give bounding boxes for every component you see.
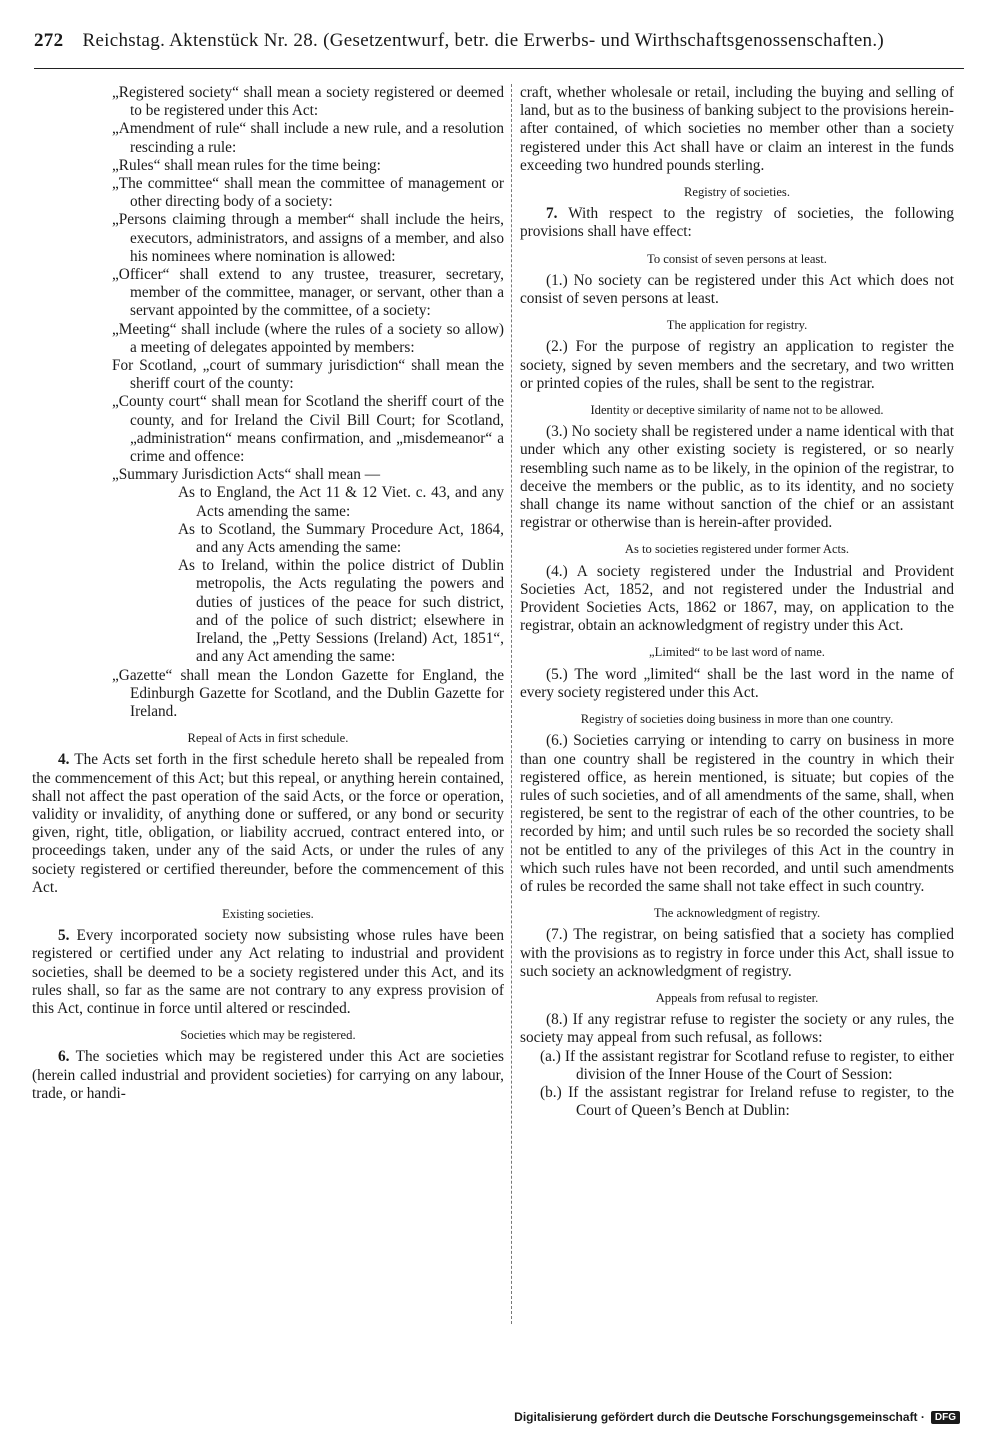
sub-text: Societies carrying or intending to carry on business in more than one country shall be registered in the country in which their registered office, as herein mentioned, is situate; but copies of the rules of such societies, and of all amendments of the same, shall, when registered, be sent to the registrar of each of the other countries, to be recorded by him; and until such rules be so recorded the society shall not be entitled to any of the privileges of this Act in the country in which such rules have not been recorded, and until such amendments of rules be recorded the same shall not take effect in such country. [520,732,955,895]
subsection-5 [520,666,954,702]
sub-text: The word „limited“ shall be the last word in the name of every society registered under this Act. [520,665,954,701]
definition: „Persons claiming through a member“ shall include the heirs, executors, administrators, and assigns of a member, and also his nominees where nomination is allowed: [112,211,504,265]
subsection-2 [520,338,954,393]
section-heading: Existing societies. [222,906,314,921]
summary-item: As to Ireland, within the police district of Dublin metropolis, the Acts regulating the powers and duties of justices of the peace for such district, and of the police of such district; elsewhere in Ireland, the „Petty Sessions (Ireland) Act, 1851“, and any Act amending the same: [178,557,504,666]
paragraph-7 [520,205,954,241]
definition: „The committee“ shall mean the committee of management or other directing body of a society: [112,175,504,211]
para-number: 7. [546,205,558,223]
right-column [520,84,954,1120]
para-text: The societies which may be registered under this Act are societies (herein called industrial and provident societies) for carrying on any labour, trade, or handi- [32,1048,504,1102]
paragraph-6 [32,1048,504,1103]
summary-item: As to Scotland, the Summary Procedure Act, 1864, and any Acts amending the same: [178,520,504,557]
para-text: With respect to the registry of societies, the following provisions shall have effect: [520,205,954,241]
section-heading: Appeals from refusal to register. [655,990,819,1005]
summary-item: As to England, the Act 11 & 12 Viet. c. 43, and any Acts amending the same: [178,484,504,520]
sub-text: No society shall be registered under a name identical with that under which any other existing society is registered, or so nearly resembling such name as to be likely, in the opinion of the registrar, to deceive the members or the public, as to its identity, and no society shall change its name without sanction of the chief or an assistant registrar or otherwise than is herein-after provided. [520,423,954,532]
section-heading: Registry of societies. [684,185,790,200]
subsection-4 [520,563,954,636]
sub-number: (1.) [546,271,568,289]
sub-text: No society can be registered under this Act which does not consist of seven persons at least. [520,271,954,308]
definition: „County court“ shall mean for Scotland the sheriff court of the county, and for Ireland the Civil Bill Court; for Scotland, „administration“ means confirmation, and „misdemeanor“ a crime and offence: [112,393,504,466]
sub-number: (6.) [546,732,568,750]
left-body [32,729,504,1103]
sub-number: (7.) [546,926,568,944]
subsection-3 [520,423,954,532]
header-title: Reichstag. Aktenstück Nr. 28. (Gesetzentwurf, betr. die Erwerbs- und Wirthschaftsgenossenschaften.) [82,30,885,51]
paragraph-6-continued: craft, whether wholesale or retail, including the buying and selling of land, but as to the business of banking subject to the provisions herein-after contained, of which societies no member other than a society registered under this Act shall have or claim an interest in the funds exceeding two hundred pounds sterling. [520,84,954,174]
para-number: 4. [58,751,70,769]
section-heading: Repeal of Acts in first schedule. [187,731,349,746]
definition: „Officer“ shall extend to any trustee, treasurer, secretary, member of the committee, manager, or servant, other than a servant appointed by the committee, of a society: [112,266,504,320]
digitization-credit [514,1410,960,1424]
sub-text: If any registrar refuse to register the society or any rules, the society may appeal from such refusal, as follows: [520,1011,954,1047]
subsection-8b [520,1084,954,1120]
subsection-6 [520,732,954,896]
definition: „Registered society“ shall mean a society registered or deemed to be registered under this Act: [112,84,504,120]
subsection-8 [520,1011,954,1047]
sub-text: If the assistant registrar for Ireland refuse to register, to the Court of Queen’s Bench at Dublin: [568,1083,955,1120]
sub-number: (2.) [546,338,568,356]
para-number: 6. [58,1048,70,1066]
section-heading: As to societies registered under former Acts. [624,542,850,557]
left-column [32,84,504,1103]
sub-text: A society registered under the Industrial and Provident Societies Act, 1852, and not registered under the Industrial and Provident Societies Acts, 1862 or 1867, may, on application to the registrar, obtain an acknowledgment of registry under this Act. [520,562,954,635]
definition: „Meeting“ shall include (where the rules of a society so allow) a meeting of delegates appointed by members: [112,320,504,356]
dfg-logo-icon: DFG [931,1411,960,1424]
running-header [34,30,964,70]
section-heading: To consist of seven persons at least. [647,251,827,266]
credit-text: Digitalisierung gefördert durch die Deutsche Forschungsgemeinschaft · [514,1410,925,1424]
section-heading: The acknowledgment of registry. [653,906,821,921]
sub-number: (3.) [546,423,568,441]
sub-text: If the assistant registrar for Scotland refuse to register, to either division of the Inner House of the Court of Session: [564,1047,954,1083]
page-number: 272 [34,30,64,51]
column-divider [511,84,512,1324]
definition: „Summary Jurisdiction Acts“ shall mean — [112,466,381,484]
section-heading: The application for registry. [666,318,808,333]
definition-gazette: „Gazette“ shall mean the London Gazette for England, the Edinburgh Gazette for Scotland, and the Dublin Gazette for Ireland. [112,666,504,720]
para-number: 5. [58,927,70,945]
paragraph-4 [32,751,504,897]
section-heading: „Limited“ to be last word of name. [649,645,825,660]
sub-number: (a.) [540,1047,561,1065]
definition: „Rules“ shall mean rules for the time being: [112,156,381,174]
sub-number: (8.) [546,1011,568,1029]
sub-text: The registrar, on being satisfied that a society has complied with the provisions as to registry in force under this Act, shall issue to such society an acknowledgment of registry. [520,926,954,980]
para-text: Every incorporated society now subsisting whose rules have been registered or certified under any Act relating to industrial and provident societies, shall be deemed to be a society registered under this Act, and its rules shall, so far as the same are not contrary to any express provision of this Act, continue in force until altered or rescinded. [32,927,504,1017]
definition: „Amendment of rule“ shall include a new rule, and a resolution rescinding a rule: [112,120,504,156]
paragraph-5 [32,927,504,1018]
section-heading: Identity or deceptive similarity of name not to be allowed. [590,403,884,418]
header-rule [34,68,964,69]
sub-number: (4.) [546,562,568,580]
sub-number: (5.) [546,665,568,683]
definition: For Scotland, „court of summary jurisdiction“ shall mean the sheriff court of the county: [112,357,504,393]
subsection-7 [520,926,954,981]
subsection-8a [520,1048,954,1084]
sub-number: (b.) [540,1083,562,1101]
subsection-1 [520,272,954,308]
section-heading: Societies which may be registered. [180,1028,356,1043]
para-text: The Acts set forth in the first schedule hereto shall be repealed from the commencement of this Act; but this repeal, or anything herein contained, shall not affect the past operation of the said Acts, or the force or operation, validity or invalidity, of anything done or suffered, or any bond or security given, right, title, obligation, or liability accrued, contract entered into, or proceedings taken, under any of the said Acts, or under the rules of any society registered or certified thereunder, before the commencement of this Act. [32,751,504,896]
section-heading: Registry of societies doing business in more than one country. [580,712,894,727]
sub-text: For the purpose of registry an application to register the society, signed by seven members and the secretary, and two written or printed copies of the rules, shall be sent to the registrar. [520,338,954,392]
